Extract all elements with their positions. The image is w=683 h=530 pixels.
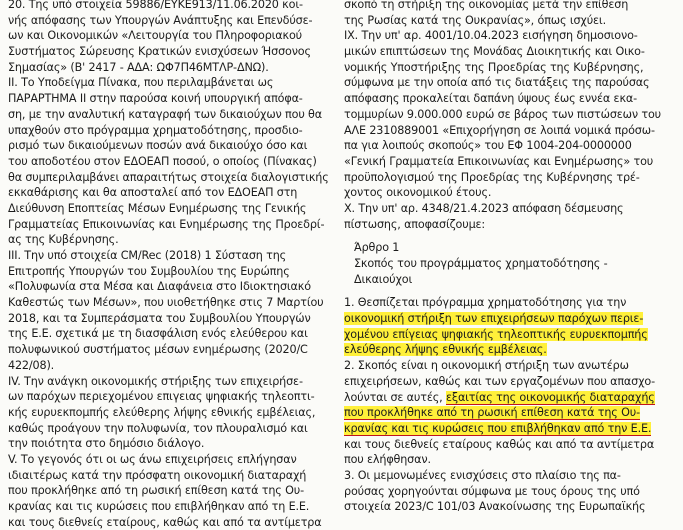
text-line: πα για λοιπούς σκοπούς» του ΕΦ 1004-204-0000000 [344,139,632,153]
text-line: την ποιότητα στο δημόσιο διάλογο. [8,437,205,451]
highlight: ελεύθερης λήψης εθνικής εμβέλειας. [344,343,547,357]
highlight-underlined: που προκλήθηκε από τη ρωσική επίθεση κατά της Ου- [344,406,640,420]
text-line: της Ε.Ε. σχετικά με τη διασφάλιση ενός ελεύθερου και [8,327,308,341]
text-line: Συστήματος Σώρευσης Κρατικών ενισχύσεων Ήσσονος [8,45,311,59]
text-line: πολυφωνικού συστήματος μέσων ενημέρωσης (2020/C [8,343,308,357]
text-line: που προκλήθηκε από τη ρωσική επίθεση κατά της Ου- [8,484,304,498]
text-line: Επιτροπής Υπουργών του Συμβουλίου της Ευρώπης [8,264,290,278]
paragraph-1-highlight-line [344,327,676,343]
plain-text: λούνται σε αυτές, [344,390,446,404]
article-title-cont: Δικαιούχοι [354,272,413,286]
text-line: ΙΙ. Το Υποδείγμα Πίνακα, που περιλαμβάνεται ως [8,76,274,90]
spacer [344,287,676,295]
text-line: χοντος οικονομικού έτους. [344,186,492,200]
text-line: Σημασίας» (Β' 2417 - ΑΔΑ: ΩΦ7Π46ΜΤΛΡ-ΔΝΩ). [8,60,269,74]
text-line: θα συμπεριλαμβάνει απαραιτήτως στοιχεία διαλογιστικής [8,170,329,184]
paragraph-3-line: στοιχεία 2023/C 101/03 Ανακοίνωσης της Ευρωπαϊκής [344,500,646,514]
text-line: προϋπολογισμού της Προεδρίας της Κυβέρνησης τρέ- [344,170,640,184]
paragraph-2-line: και τους διεθνείς εταίρους καθώς και από τα αντίμετρα [344,437,655,451]
text-line: ων και Οικονομικών «Λειτουργία του Πληροφοριακού [8,29,302,43]
paragraph-2-line: επιχειρήσεων, καθώς και των εργαζομένων που απασχο- [344,374,655,388]
highlight-underlined: εξαιτίας της οικονομικής διαταραχής [445,390,655,404]
text-line: σύμφωνα με την οποία από τις διατάξεις της παρούσας [344,76,650,90]
text-line: 422/08). [8,358,55,372]
text-line: καθώς προάγουν την πολυφωνία, τον πλουραλισμό και [8,421,308,435]
right-column [344,0,676,515]
text-line: σκοπό τη στήριξη της οικονομίας μετά την επίθεση [344,0,629,11]
article-title: Σκοπός του προγράμματος χρηματοδότησης - [354,257,608,270]
text-line: κρανίας και τις κυρώσεις που επιβλήθηκαν από τη Ε.Ε. [8,500,310,513]
left-column [8,0,330,530]
text-line: του αποδοτέου στον ΕΔΟΕΑΠ ποσού, ο οποίος (Πίνακας) [8,154,317,168]
highlight-underlined: κρανίας και τις κυρώσεις που επιβλήθηκαν από την Ε.Ε. [344,421,652,435]
paragraph-1-highlight-line [344,342,676,358]
text-line: «Γενική Γραμματεία Επικοινωνίας και Ενημέρωσης» του [344,154,654,168]
text-line: πίστωσης, αποφασίζουμε: [344,217,486,231]
paragraph-1-line: 1. Θεσπίζεται πρόγραμμα χρηματοδότησης για την [344,296,627,310]
text-line: Καθεστώς των Μέσων», που υιοθετήθηκε στις 7 Μαρτίου [8,296,324,310]
text-line: ΠΑΡΑΡΤΗΜΑ ΙΙ στην παρούσα κοινή υπουργική απόφα- [8,92,303,106]
highlight: οικονομική στήριξη των επιχειρήσεων παρόχων περιε- [344,312,644,326]
paragraph-2-highlight-line [344,421,676,437]
text-line: ΙΧ. Την υπ' αρ. 4001/10.04.2023 εισήγηση δημοσιονο- [344,29,638,43]
text-line: μικών επιπτώσεων της Μονάδας Διοικητικής και Οικο- [344,45,645,59]
text-line: ας της Κυβέρνησης. [8,233,119,247]
paragraph-2-line [344,390,676,406]
text-line: εκκαθάρισης και θα αποσταλεί από τον ΕΔΟΕΑΠ στη [8,186,298,200]
text-line: νομικής Υποστήριξης της Προεδρίας της Κυβέρνησης, [344,60,644,74]
text-line: της Ρωσίας κατά της Ουκρανίας», όπως ισχύει. [344,13,606,27]
text-line: κής ευρυεκπομπής ελεύθερης λήψης εθνικής εμβέλειας, [8,405,316,419]
paragraph-2-highlight-line [344,405,676,421]
text-line: ση, με την αναλυτική καταγραφή των δικαιούχων που θα [8,107,322,121]
text-line: απόφασης προκαλείται δαπάνη ύψους έως εννέα εκα- [344,92,638,106]
text-line: ΑΛΕ 2310889001 «Επιχορήγηση σε λοιπά νομικά πρόσω- [344,123,655,137]
highlight: χομένου επίγειας ψηφιακής τηλεοπτικής ευρυεκπομπής [344,327,648,341]
text-line: υπαχθούν στο πρόγραμμα χρηματοδότησης, προσδιο- [8,123,303,137]
spacer [344,232,676,240]
paragraph-2-line: 2. Σκοπός είναι η οικονομική στήριξη των ανωτέρω [344,359,629,373]
text-line: ρισμό των δικαιούμενων ποσών ανά δικαιούχο όσο και [8,139,308,153]
paragraph-3-line: ρούσας χορηγούνται σύμφωνα με τους όρους της υπό [344,484,640,498]
text-line: και τους διεθνείς εταίρους, καθώς και από τα αντίμετρα [8,515,322,529]
text-line: τομμυρίων 9.000.000 ευρώ σε βάρος των πιστώσεων του [344,107,662,121]
text-line: Διεύθυνση Εποπτείας Μέσων Ενημέρωσης της Γενικής [8,201,307,215]
paragraph-2-line: που ελήφθησαν. [344,453,431,467]
text-line: 20. Της υπό στοιχεία 59886/ΕΥΚΕ913/11.06.2020 κοι- [8,0,303,11]
text-line: V. Το γεγονός ότι οι ως άνω επιχειρήσεις επλήγησαν [8,452,297,466]
text-line: ΙΙΙ. Την υπό στοιχεία CM/Rec (2018) 1 Σύσταση της [8,249,287,262]
paragraph-1-highlight-line [344,311,676,327]
text-line: 2018, και τα Συμπεράσματα του Συμβουλίου Υπουργών [8,311,311,325]
text-line: Γραμματείας Επικοινωνίας και Ενημέρωσης της Προεδρί- [8,217,325,231]
text-line: ων παρόχων περιεχομένου επιγειας ψηφιακής τηλεοπτι- [8,390,315,404]
text-line: Χ. Την υπ' αρ. 4348/21.4.2023 απόφαση δέσμευσης [344,201,624,215]
paragraph-3-line: 3. Οι μεμονωμένες ενισχύσεις στο πλαίσιο της πα- [344,468,621,482]
text-line: IV. Την ανάγκη οικονομικής στήριξης των επιχειρήσε- [8,374,303,388]
text-line: νής απόφασης των Υπουργών Ανάπτυξης και Επενδύσε- [8,13,313,27]
text-line: ιδιαιτέρως κατά την πρόσφατη οικονομική διαταραχή [8,468,307,482]
text-line: «Πολυφωνία στα Μέσα και Διαφάνεια στο Ιδιοκτησιακό [8,280,311,294]
article-number: Άρθρο 1 [354,241,400,255]
